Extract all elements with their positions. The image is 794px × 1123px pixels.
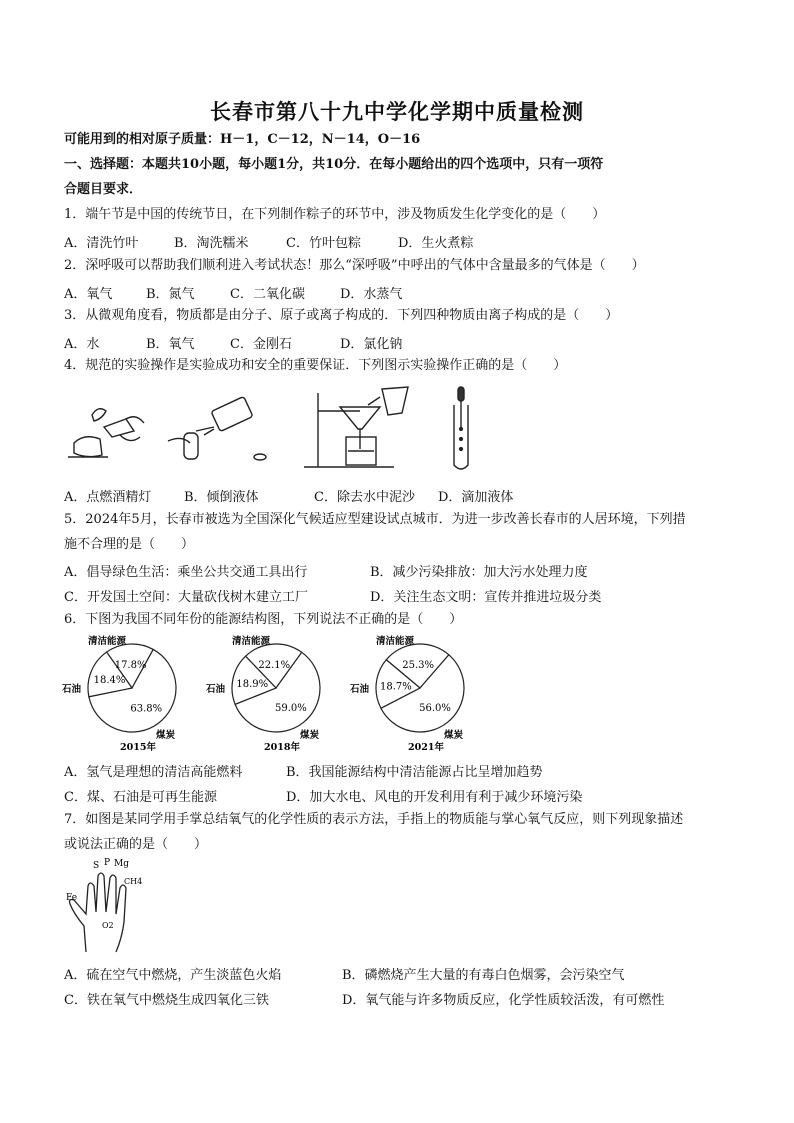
q2-option-d[interactable]: D．水蒸气	[340, 287, 403, 302]
hand-label-mg: Mg	[114, 859, 129, 869]
q3-stem: 3．从微观角度看，物质都是由分子、原子或离子构成的．下列四种物质由离子构成的是（ ）	[64, 308, 619, 323]
q2-option-a[interactable]: A．氧气	[64, 287, 113, 302]
q1-option-d[interactable]: D．生火煮粽	[398, 236, 474, 251]
q1-option-c[interactable]: C．竹叶包粽	[286, 236, 361, 251]
dropper-illustration	[454, 387, 468, 469]
section1-instruction-cont: 合题目要求．	[64, 182, 143, 197]
q5-option-a[interactable]: A．倡导绿色生活：乘坐公共交通工具出行	[64, 565, 308, 580]
pie-2-value-label-2: 56.0%	[419, 703, 451, 714]
q6-option-d[interactable]: D．加大水电、风电的开发利用有利于减少环境污染	[286, 790, 583, 805]
pie-2-label-clean: 清洁能源	[376, 636, 415, 647]
q7-option-d[interactable]: D．氧气能与许多物质反应，化学性质较活泼，有可燃性	[342, 993, 665, 1008]
q5-option-b[interactable]: B．减少污染排放：加大污水处理力度	[370, 565, 588, 580]
hand-label-s: S	[93, 861, 100, 871]
q7-hand-figure	[64, 856, 164, 956]
q4-option-d[interactable]: D．滴加液体	[438, 490, 514, 505]
hand-illustration	[64, 856, 164, 956]
q5-option-d[interactable]: D．关注生态文明：宣传并推进垃圾分类	[370, 590, 602, 605]
filtration-illustration	[304, 387, 408, 467]
q3-option-b[interactable]: B．氧气	[146, 337, 195, 352]
lab-illustrations	[64, 385, 494, 475]
q7-stem: 7．如图是某同学用手掌总结氧气的化学性质的表示方法，手指上的物质能与掌心氧气反应，则下列现象描述	[64, 812, 684, 827]
q3-options	[64, 333, 744, 351]
pie-1-year-title: 2018年	[264, 742, 300, 753]
q4-option-b[interactable]: B．倾倒液体	[184, 490, 259, 505]
q7-options-row1	[64, 964, 744, 982]
pie-1-value-label-1: 18.9%	[236, 678, 269, 690]
q7-option-b[interactable]: B．磷燃烧产生大量的有毒白色烟雾，会污染空气	[342, 968, 625, 983]
pie-0-year-title: 2015年	[120, 742, 156, 753]
pie-2-value-label-1: 18.7%	[380, 681, 412, 693]
q4-lab-figure	[64, 385, 494, 475]
exam-title: 长春市第八十九中学化学期中质量检测	[210, 99, 584, 124]
pie-0-value-label-0: 17.8%	[114, 659, 147, 671]
pie-1-value-label-2: 59.0%	[275, 703, 307, 715]
pie-charts-svg	[64, 638, 484, 752]
q1-options	[64, 232, 744, 250]
q2-option-b[interactable]: B．氮气	[146, 287, 195, 302]
q5-options-row1	[64, 561, 744, 579]
atomic-mass-line: 可能用到的相对原子质量：H－1，C－12，N－14，O－16	[64, 132, 421, 147]
q6-stem: 6．下图为我国不同年份的能源结构图，下列说法不正确的是（ ）	[64, 612, 463, 627]
pie-0-value-label-1: 18.4%	[93, 675, 126, 687]
q6-option-a[interactable]: A．氢气是理想的清洁高能燃料	[64, 765, 243, 780]
pouring-liquid-illustration	[168, 396, 266, 460]
q1-option-b[interactable]: B．淘洗糯米	[174, 236, 249, 251]
pie-2-year-title: 2021年	[408, 742, 444, 753]
hand-label-o2: O2	[102, 921, 114, 930]
q4-options	[64, 486, 744, 504]
q1-option-a[interactable]: A．清洗竹叶	[64, 236, 139, 251]
pie-2-value-label-0: 25.3%	[402, 659, 434, 671]
q7-option-a[interactable]: A．硫在空气中燃烧，产生淡蓝色火焰	[64, 968, 282, 983]
q6-option-b[interactable]: B．我国能源结构中清洁能源占比呈增加趋势	[286, 765, 543, 780]
q3-option-c[interactable]: C．金刚石	[230, 337, 292, 352]
q7-stem-cont: 或说法正确的是（ ）	[64, 837, 208, 852]
pie-2-label-coal: 煤炭	[444, 730, 464, 741]
alcohol-lamp-illustration	[68, 409, 144, 457]
q3-option-a[interactable]: A．水	[64, 337, 100, 352]
hand-outline	[70, 873, 127, 952]
q7-options-row2	[64, 989, 744, 1007]
q7-option-c[interactable]: C．铁在氧气中燃烧生成四氧化三铁	[64, 993, 269, 1008]
pie-1-label-oil: 石油	[206, 684, 226, 695]
energy-structure-charts	[64, 638, 484, 752]
q4-option-a[interactable]: A．点燃酒精灯	[64, 490, 152, 505]
pie-1-label-coal: 煤炭	[300, 730, 320, 741]
q4-stem: 4．规范的实验操作是实验成功和安全的重要保证．下列图示实验操作正确的是（ ）	[64, 358, 567, 373]
q5-stem: 5．2024年5月，长春市被选为全国深化气候适应型建设试点城市．为进一步改善长春市的人居环境，下列措	[64, 512, 686, 527]
pie-1-label-clean: 清洁能源	[232, 636, 271, 647]
pie-0-value-label-2: 63.8%	[130, 703, 163, 715]
hand-label-p: P	[104, 858, 111, 868]
q5-options-row2	[64, 586, 744, 604]
hand-label-ch4: CH4	[124, 877, 143, 886]
pie-0-label-oil: 石油	[62, 684, 82, 695]
q6-options-row1	[64, 761, 744, 779]
pie-2-label-oil: 石油	[350, 684, 370, 695]
pie-0-label-clean: 清洁能源	[88, 636, 127, 647]
q3-option-d[interactable]: D．氯化钠	[340, 337, 403, 352]
q4-option-c[interactable]: C．除去水中泥沙	[314, 490, 415, 505]
q1-stem: 1．端午节是中国的传统节日，在下列制作粽子的环节中，涉及物质发生化学变化的是（ ）	[64, 207, 606, 222]
q2-options	[64, 283, 744, 301]
hand-label-fe: Fe	[66, 893, 78, 903]
pie-0-label-coal: 煤炭	[156, 730, 176, 741]
q2-stem: 2．深呼吸可以帮助我们顺利进入考试状态！那么“深呼吸”中呼出的气体中含量最多的气体是（ ）	[64, 258, 645, 273]
q5-stem-cont: 施不合理的是（ ）	[64, 537, 195, 552]
section1-instruction: 一、选择题：本题共10小题，每小题1分，共10分．在每小题给出的四个选项中，只有一项符	[64, 157, 604, 172]
q5-option-c[interactable]: C．开发国土空间：大量砍伐树木建立工厂	[64, 590, 308, 605]
q6-options-row2	[64, 786, 744, 804]
q2-option-c[interactable]: C．二氧化碳	[230, 287, 305, 302]
q6-option-c[interactable]: C．煤、石油是可再生能源	[64, 790, 217, 805]
pie-1-value-label-0: 22.1%	[258, 659, 291, 671]
